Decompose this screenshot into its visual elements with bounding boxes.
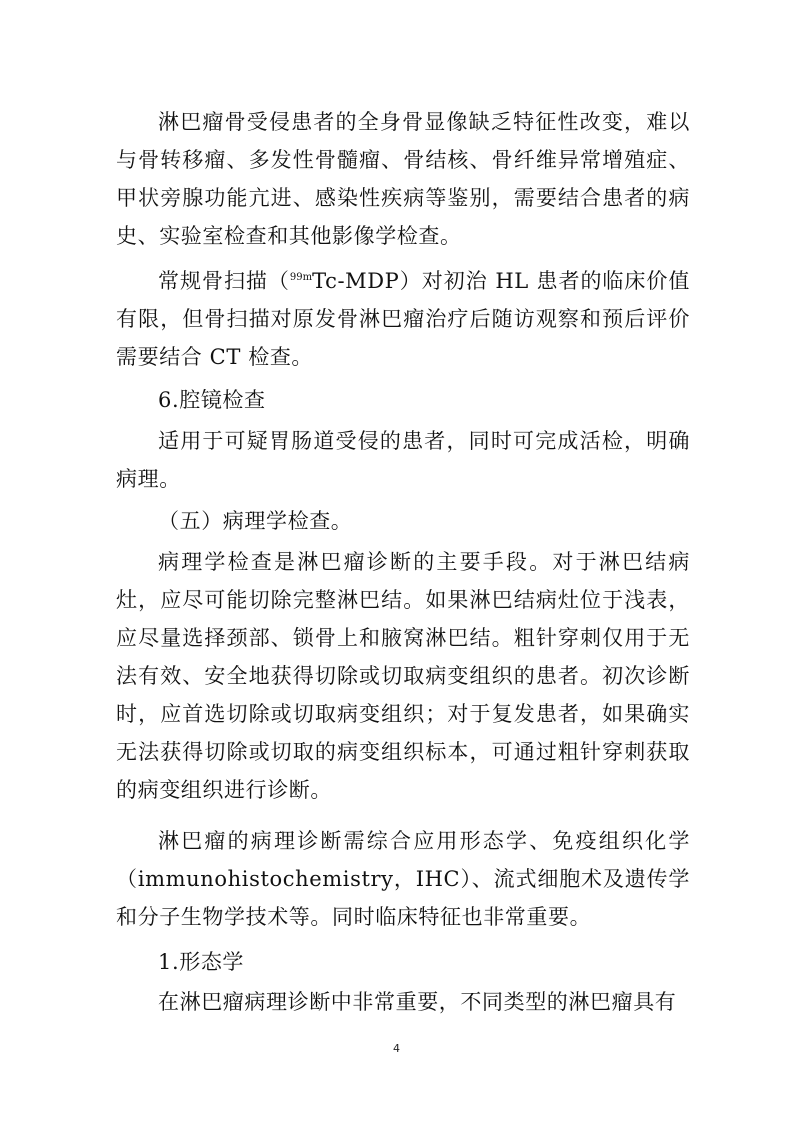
paragraph-bone-scan-rest: Tc-MDP）对初治 HL 患者的临床价值有限，但骨扫描对原发骨淋巴瘤治疗后随访观察和预后评价需要结合 CT 检查。 bbox=[116, 269, 690, 369]
paragraph-bone-scan bbox=[116, 259, 690, 376]
heading-endoscopy: 6.腔镜检查 bbox=[158, 388, 266, 412]
paragraph-morphology: 在淋巴瘤病理诊断中非常重要，不同类型的淋巴瘤具有 bbox=[158, 990, 677, 1014]
page-number: 4 bbox=[393, 1042, 400, 1055]
paragraph-pathology: 病理学检查是淋巴瘤诊断的主要手段。对于淋巴结病灶，应尽可能切除完整淋巴结。如果淋巴结病灶位于浅表，应尽量选择颈部、锁骨上和腋窝淋巴结。粗针穿刺仅用于无法有效、安全地获得切除或切取病变组织的患者。初次诊断时，应首选切除或切取病变组织；对于复发患者，如果确实无法获得切除或切取的病变组织标本，可通过粗针穿刺获取的病变组织进行诊断。 bbox=[116, 550, 690, 802]
paragraph-bone-imaging: 淋巴瘤骨受侵患者的全身骨显像缺乏特征性改变，难以与骨转移瘤、多发性骨髓瘤、骨结核、骨纤维异常增殖症、甲状旁腺功能亢进、感染性疾病等鉴别，需要结合患者的病史、实验室检查和其他影像学检查。 bbox=[116, 110, 690, 248]
heading-pathology: （五）病理学检查。 bbox=[158, 509, 353, 533]
heading-morphology: 1.形态学 bbox=[158, 950, 245, 974]
paragraph-bone-scan-start: 常规骨扫描（ bbox=[158, 269, 290, 293]
paragraph-endoscopy: 适用于可疑胃肠道受侵的患者，同时可完成活检，明确病理。 bbox=[116, 429, 690, 491]
isotope-superscript: 99m bbox=[289, 272, 313, 283]
paragraph-pathology-methods: 淋巴瘤的病理诊断需综合应用形态学、免疫组织化学（immunohistochemistry，IHC）、流式细胞术及遗传学和分子生物学技术等。同时临床特征也非常重要。 bbox=[116, 829, 690, 929]
